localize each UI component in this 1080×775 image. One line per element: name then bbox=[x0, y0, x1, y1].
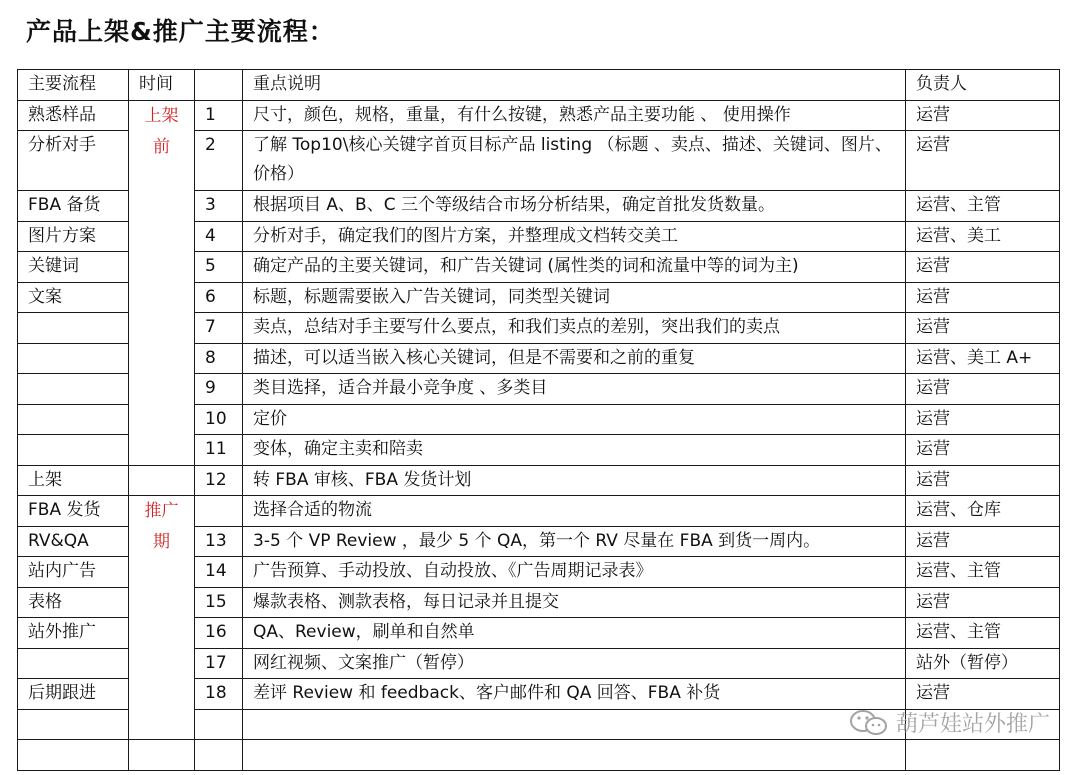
process-cell: 图片方案 bbox=[18, 221, 129, 252]
watermark bbox=[848, 707, 1050, 738]
number-cell: 6 bbox=[195, 282, 243, 313]
owner-cell: 运营 bbox=[906, 313, 1060, 344]
number-cell: 17 bbox=[195, 648, 243, 679]
process-cell: FBA 备货 bbox=[18, 191, 129, 222]
wechat-icon bbox=[848, 708, 890, 738]
number-cell: 1 bbox=[195, 100, 243, 131]
owner-cell: 运营、仓库 bbox=[906, 496, 1060, 527]
description-cell: 描述，可以适当嵌入核心关键词，但是不需要和之前的重复 bbox=[243, 343, 906, 374]
description-cell bbox=[243, 740, 906, 771]
header-time: 时间 bbox=[129, 70, 195, 101]
process-cell bbox=[18, 709, 129, 740]
owner-cell: 运营 bbox=[906, 465, 1060, 496]
process-table bbox=[17, 69, 1060, 771]
description-cell: 定价 bbox=[243, 404, 906, 435]
owner-cell: 运营 bbox=[906, 404, 1060, 435]
process-cell: 分析对手 bbox=[18, 131, 129, 191]
process-cell bbox=[18, 343, 129, 374]
description-cell: 变体，确定主卖和陪卖 bbox=[243, 435, 906, 466]
description-cell: 网红视频、文案推广（暂停） bbox=[243, 648, 906, 679]
number-cell: 18 bbox=[195, 679, 243, 710]
description-cell: 分析对手，确定我们的图片方案，并整理成文档转交美工 bbox=[243, 221, 906, 252]
owner-cell: 运营 bbox=[906, 526, 1060, 557]
number-cell: 5 bbox=[195, 252, 243, 283]
table-row bbox=[18, 465, 1060, 496]
process-cell: 熟悉样品 bbox=[18, 100, 129, 131]
time-label: 推广 bbox=[144, 501, 179, 521]
table-row bbox=[18, 496, 1060, 527]
description-cell: 爆款表格、测款表格，每日记录并且提交 bbox=[243, 587, 906, 618]
number-cell bbox=[195, 496, 243, 527]
number-cell bbox=[195, 740, 243, 771]
table-header-row bbox=[18, 70, 1060, 101]
time-label: 前 bbox=[153, 136, 170, 157]
number-cell bbox=[195, 709, 243, 740]
header-description: 重点说明 bbox=[243, 70, 906, 101]
table-row bbox=[18, 740, 1060, 771]
number-cell: 11 bbox=[195, 435, 243, 466]
process-cell bbox=[18, 648, 129, 679]
owner-cell: 运营 bbox=[906, 282, 1060, 313]
number-cell: 9 bbox=[195, 374, 243, 405]
process-cell bbox=[18, 435, 129, 466]
process-cell: 站外推广 bbox=[18, 618, 129, 649]
process-cell: RV&QA bbox=[18, 526, 129, 557]
number-cell: 3 bbox=[195, 191, 243, 222]
description-cell: 选择合适的物流 bbox=[243, 496, 906, 527]
process-cell: 文案 bbox=[18, 282, 129, 313]
watermark-text: 葫芦娃站外推广 bbox=[895, 712, 1050, 737]
description-cell: 卖点，总结对手主要写什么要点，和我们卖点的差别，突出我们的卖点 bbox=[243, 313, 906, 344]
time-cell-pre-listing bbox=[129, 100, 195, 465]
description-cell: 尺寸，颜色，规格，重量，有什么按键，熟悉产品主要功能 、 使用操作 bbox=[243, 100, 906, 131]
number-cell: 15 bbox=[195, 587, 243, 618]
owner-cell: 运营 bbox=[906, 679, 1060, 710]
number-cell: 2 bbox=[195, 131, 243, 191]
process-cell: 表格 bbox=[18, 587, 129, 618]
time-label: 期 bbox=[153, 532, 170, 552]
time-cell-promotion bbox=[129, 496, 195, 740]
document-title: 产品上架&推广主要流程： bbox=[26, 17, 335, 46]
description-cell: 了解 Top10\核心关键字首页目标产品 listing （标题 、卖点、描述、关键词、图片、价格） bbox=[243, 131, 906, 191]
number-cell: 4 bbox=[195, 221, 243, 252]
process-cell: 关键词 bbox=[18, 252, 129, 283]
time-cell-empty bbox=[129, 740, 195, 771]
owner-cell: 运营 bbox=[906, 374, 1060, 405]
description-cell: 差评 Review 和 feedback、客户邮件和 QA 回答、FBA 补货 bbox=[243, 679, 906, 710]
process-cell bbox=[18, 313, 129, 344]
owner-cell bbox=[906, 740, 1060, 771]
process-cell: 站内广告 bbox=[18, 557, 129, 588]
process-cell bbox=[18, 740, 129, 771]
number-cell: 13 bbox=[195, 526, 243, 557]
description-cell: 类目选择，适合并最小竞争度 、多类目 bbox=[243, 374, 906, 405]
description-cell: 转 FBA 审核、FBA 发货计划 bbox=[243, 465, 906, 496]
owner-cell: 运营、主管 bbox=[906, 557, 1060, 588]
time-label: 上架 bbox=[144, 105, 179, 126]
owner-cell: 运营 bbox=[906, 435, 1060, 466]
header-number bbox=[195, 70, 243, 101]
description-cell bbox=[243, 709, 906, 740]
owner-cell: 运营 bbox=[906, 131, 1060, 191]
time-cell-empty bbox=[129, 465, 195, 496]
number-cell: 12 bbox=[195, 465, 243, 496]
owner-cell: 运营、美工 bbox=[906, 221, 1060, 252]
owner-cell: 运营 bbox=[906, 252, 1060, 283]
description-cell: QA、Review，刷单和自然单 bbox=[243, 618, 906, 649]
owner-cell: 运营、主管 bbox=[906, 618, 1060, 649]
table-row bbox=[18, 100, 1060, 131]
number-cell: 10 bbox=[195, 404, 243, 435]
process-cell bbox=[18, 404, 129, 435]
header-process: 主要流程 bbox=[18, 70, 129, 101]
header-owner: 负责人 bbox=[906, 70, 1060, 101]
description-cell: 确定产品的主要关键词，和广告关键词 (属性类的词和流量中等的词为主) bbox=[243, 252, 906, 283]
owner-cell: 运营、美工 A+ bbox=[906, 343, 1060, 374]
owner-cell: 站外（暂停） bbox=[906, 648, 1060, 679]
process-cell: 后期跟进 bbox=[18, 679, 129, 710]
owner-cell: 运营、主管 bbox=[906, 191, 1060, 222]
description-cell: 3-5 个 VP Review ，最少 5 个 QA，第一个 RV 尽量在 FBA 到货一周内。 bbox=[243, 526, 906, 557]
number-cell: 14 bbox=[195, 557, 243, 588]
process-cell bbox=[18, 374, 129, 405]
number-cell: 7 bbox=[195, 313, 243, 344]
owner-cell: 运营 bbox=[906, 587, 1060, 618]
description-cell: 广告预算、手动投放、自动投放、《广告周期记录表》 bbox=[243, 557, 906, 588]
number-cell: 8 bbox=[195, 343, 243, 374]
owner-cell: 运营 bbox=[906, 100, 1060, 131]
process-cell: FBA 发货 bbox=[18, 496, 129, 527]
number-cell: 16 bbox=[195, 618, 243, 649]
process-cell: 上架 bbox=[18, 465, 129, 496]
description-cell: 根据项目 A、B、C 三个等级结合市场分析结果，确定首批发货数量。 bbox=[243, 191, 906, 222]
description-cell: 标题，标题需要嵌入广告关键词，同类型关键词 bbox=[243, 282, 906, 313]
